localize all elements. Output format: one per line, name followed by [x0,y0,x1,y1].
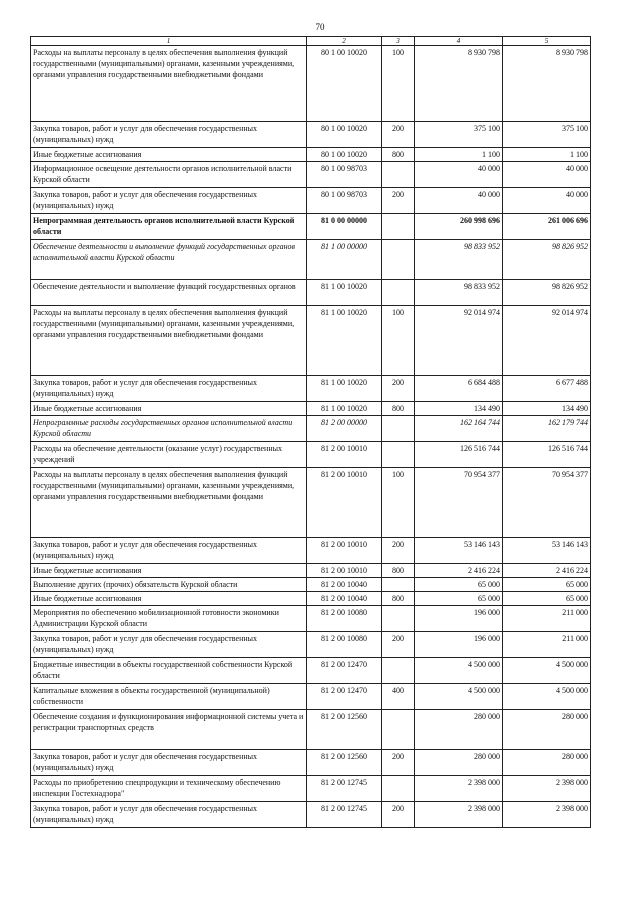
row-amount-2-cell: 126 516 744 [503,442,591,468]
row-code-cell: 81 2 00 10010 [307,538,382,564]
row-name-cell: Обеспечение деятельности и выполнение функций государственных органов [31,280,307,306]
row-code-cell: 81 2 00 12745 [307,776,382,802]
row-name-cell: Закупка товаров, работ и услуг для обеспечения государственных (муниципальных) нужд [31,188,307,214]
row-amount-1-cell: 98 833 952 [415,280,503,306]
row-name-cell: Закупка товаров, работ и услуг для обеспечения государственных (муниципальных) нужд [31,376,307,402]
row-code-cell: 80 1 00 98703 [307,162,382,188]
row-code-cell: 80 1 00 10020 [307,46,382,122]
row-amount-2-cell: 2 416 224 [503,564,591,578]
row-amount-1-cell: 40 000 [415,162,503,188]
table-row [31,750,591,776]
row-name-cell: Непрограммные расходы государственных органов исполнительной власти Курской области [31,416,307,442]
row-amount-1-cell: 375 100 [415,122,503,148]
row-name-cell: Закупка товаров, работ и услуг для обеспечения государственных (муниципальных) нужд [31,538,307,564]
row-amount-2-cell: 4 500 000 [503,684,591,710]
row-amount-1-cell: 1 100 [415,148,503,162]
row-amount-1-cell: 196 000 [415,606,503,632]
row-amount-2-cell: 162 179 744 [503,416,591,442]
row-name-cell: Расходы на выплаты персоналу в целях обеспечения выполнения функций государственными (муниципальными) органами, казенными учреждениями, органами управления государственными внебюджетными фондами [31,306,307,376]
row-code-cell: 81 2 00 10010 [307,564,382,578]
row-name-cell: Расходы по приобретению спецпродукции и техническому обеспечению инспекции Гостехнадзора" [31,776,307,802]
row-vr-cell: 200 [382,376,415,402]
row-amount-1-cell: 4 500 000 [415,658,503,684]
table-row [31,442,591,468]
row-amount-1-cell: 53 146 143 [415,538,503,564]
row-code-cell: 80 1 00 98703 [307,188,382,214]
row-name-cell: Закупка товаров, работ и услуг для обеспечения государственных (муниципальных) нужд [31,122,307,148]
row-amount-2-cell: 98 826 952 [503,240,591,280]
row-amount-2-cell: 92 014 974 [503,306,591,376]
table-row [31,188,591,214]
table-row [31,592,591,606]
row-amount-1-cell: 98 833 952 [415,240,503,280]
row-amount-1-cell: 65 000 [415,592,503,606]
row-amount-1-cell: 134 490 [415,402,503,416]
row-name-cell: Обеспечение создания и функционирования информационной системы учета и регистрации транспортных средств [31,710,307,750]
row-name-cell: Иные бюджетные ассигнования [31,402,307,416]
row-name-cell: Иные бюджетные ассигнования [31,148,307,162]
table-row [31,376,591,402]
row-amount-2-cell: 6 677 488 [503,376,591,402]
row-vr-cell [382,606,415,632]
row-vr-cell [382,578,415,592]
row-amount-2-cell: 211 000 [503,606,591,632]
row-vr-cell [382,416,415,442]
row-amount-1-cell: 6 684 488 [415,376,503,402]
table-row [31,468,591,538]
row-vr-cell: 800 [382,564,415,578]
row-vr-cell: 400 [382,684,415,710]
table-row [31,46,591,122]
row-name-cell: Мероприятия по обеспечению мобилизационной готовности экономики Администрации Курской области [31,606,307,632]
header-row [31,37,591,46]
header-col-1: 1 [31,37,307,46]
row-vr-cell: 800 [382,148,415,162]
row-amount-1-cell: 280 000 [415,750,503,776]
table-row [31,162,591,188]
header-col-2: 2 [307,37,382,46]
row-amount-1-cell: 92 014 974 [415,306,503,376]
row-name-cell: Закупка товаров, работ и услуг для обеспечения государственных (муниципальных) нужд [31,750,307,776]
row-amount-1-cell: 196 000 [415,632,503,658]
row-amount-2-cell: 8 930 798 [503,46,591,122]
row-name-cell: Капитальные вложения в объекты государственной (муниципальной) собственности [31,684,307,710]
row-amount-1-cell: 2 416 224 [415,564,503,578]
table-row [31,280,591,306]
row-code-cell: 81 1 00 10020 [307,280,382,306]
row-code-cell: 81 1 00 10020 [307,376,382,402]
row-vr-cell [382,710,415,750]
row-vr-cell: 100 [382,306,415,376]
row-code-cell: 81 1 00 10020 [307,402,382,416]
row-amount-2-cell: 1 100 [503,148,591,162]
table-row [31,710,591,750]
row-name-cell: Непрограммная деятельность органов исполнительной власти Курской области [31,214,307,240]
row-code-cell: 81 2 00 12745 [307,802,382,828]
row-code-cell: 81 0 00 00000 [307,214,382,240]
row-name-cell: Расходы на выплаты персоналу в целях обеспечения выполнения функций государственными (муниципальными) органами, казенными учреждениями, органами управления государственными внебюджетными фондами [31,46,307,122]
row-amount-2-cell: 40 000 [503,188,591,214]
header-col-5: 5 [503,37,591,46]
row-code-cell: 81 2 00 12560 [307,710,382,750]
row-name-cell: Информационное освещение деятельности органов исполнительной власти Курской области [31,162,307,188]
row-vr-cell: 100 [382,46,415,122]
row-code-cell: 81 2 00 10010 [307,468,382,538]
table-row [31,538,591,564]
row-name-cell: Закупка товаров, работ и услуг для обеспечения государственных (муниципальных) нужд [31,632,307,658]
row-name-cell: Выполнение других (прочих) обязательств Курской области [31,578,307,592]
row-amount-2-cell: 4 500 000 [503,658,591,684]
table-row [31,564,591,578]
header-col-3: 3 [382,37,415,46]
row-code-cell: 81 2 00 12470 [307,684,382,710]
row-amount-2-cell: 375 100 [503,122,591,148]
row-amount-2-cell: 211 000 [503,632,591,658]
table-row [31,776,591,802]
row-code-cell: 81 2 00 10080 [307,606,382,632]
row-amount-2-cell: 134 490 [503,402,591,416]
row-code-cell: 81 2 00 12560 [307,750,382,776]
row-vr-cell [382,658,415,684]
table-row [31,416,591,442]
row-amount-1-cell: 280 000 [415,710,503,750]
row-name-cell: Иные бюджетные ассигнования [31,592,307,606]
row-name-cell: Обеспечение деятельности и выполнение функций государственных органов исполнительной власти Курской области [31,240,307,280]
row-amount-2-cell: 65 000 [503,592,591,606]
row-code-cell: 81 2 00 10040 [307,592,382,606]
row-amount-1-cell: 8 930 798 [415,46,503,122]
row-vr-cell [382,214,415,240]
row-vr-cell: 200 [382,538,415,564]
row-vr-cell: 800 [382,592,415,606]
table-row [31,802,591,828]
row-amount-1-cell: 162 164 744 [415,416,503,442]
page-number: 70 [315,22,325,32]
table-row [31,122,591,148]
row-code-cell: 81 1 00 00000 [307,240,382,280]
row-code-cell: 81 2 00 12470 [307,658,382,684]
row-code-cell: 81 2 00 10010 [307,442,382,468]
row-name-cell: Расходы на выплаты персоналу в целях обеспечения выполнения функций государственными (муниципальными) органами, казенными учреждениями, органами управления государственными внебюджетными фондами [31,468,307,538]
table-row [31,214,591,240]
row-vr-cell: 200 [382,802,415,828]
row-amount-1-cell: 40 000 [415,188,503,214]
row-amount-1-cell: 65 000 [415,578,503,592]
row-name-cell: Бюджетные инвестиции в объекты государственной собственности Курской области [31,658,307,684]
row-amount-2-cell: 98 826 952 [503,280,591,306]
table-row [31,578,591,592]
row-vr-cell [382,776,415,802]
row-name-cell: Расходы на обеспечение деятельности (оказание услуг) государственных учреждений [31,442,307,468]
row-vr-cell: 200 [382,750,415,776]
row-code-cell: 81 1 00 10020 [307,306,382,376]
row-vr-cell [382,442,415,468]
row-amount-2-cell: 280 000 [503,710,591,750]
row-amount-2-cell: 261 006 696 [503,214,591,240]
row-code-cell: 81 2 00 10080 [307,632,382,658]
table-row [31,402,591,416]
row-vr-cell [382,280,415,306]
row-code-cell: 81 2 00 00000 [307,416,382,442]
row-amount-2-cell: 40 000 [503,162,591,188]
row-amount-2-cell: 2 398 000 [503,776,591,802]
row-amount-2-cell: 65 000 [503,578,591,592]
row-amount-1-cell: 4 500 000 [415,684,503,710]
table-row [31,658,591,684]
row-amount-1-cell: 70 954 377 [415,468,503,538]
row-code-cell: 81 2 00 10040 [307,578,382,592]
row-code-cell: 80 1 00 10020 [307,148,382,162]
row-vr-cell [382,162,415,188]
row-amount-2-cell: 280 000 [503,750,591,776]
row-amount-2-cell: 2 398 000 [503,802,591,828]
row-vr-cell: 200 [382,122,415,148]
row-name-cell: Иные бюджетные ассигнования [31,564,307,578]
row-vr-cell: 200 [382,632,415,658]
table-row [31,684,591,710]
row-amount-2-cell: 70 954 377 [503,468,591,538]
row-vr-cell [382,240,415,280]
table-row [31,306,591,376]
row-vr-cell: 200 [382,188,415,214]
row-vr-cell: 100 [382,468,415,538]
row-amount-1-cell: 2 398 000 [415,802,503,828]
table-row [31,240,591,280]
row-amount-2-cell: 53 146 143 [503,538,591,564]
row-vr-cell: 800 [382,402,415,416]
table-row [31,606,591,632]
row-amount-1-cell: 2 398 000 [415,776,503,802]
header-col-4: 4 [415,37,503,46]
row-amount-1-cell: 260 998 696 [415,214,503,240]
table-row [31,632,591,658]
table-row [31,148,591,162]
row-name-cell: Закупка товаров, работ и услуг для обеспечения государственных (муниципальных) нужд [31,802,307,828]
budget-table [30,36,591,828]
row-code-cell: 80 1 00 10020 [307,122,382,148]
row-amount-1-cell: 126 516 744 [415,442,503,468]
